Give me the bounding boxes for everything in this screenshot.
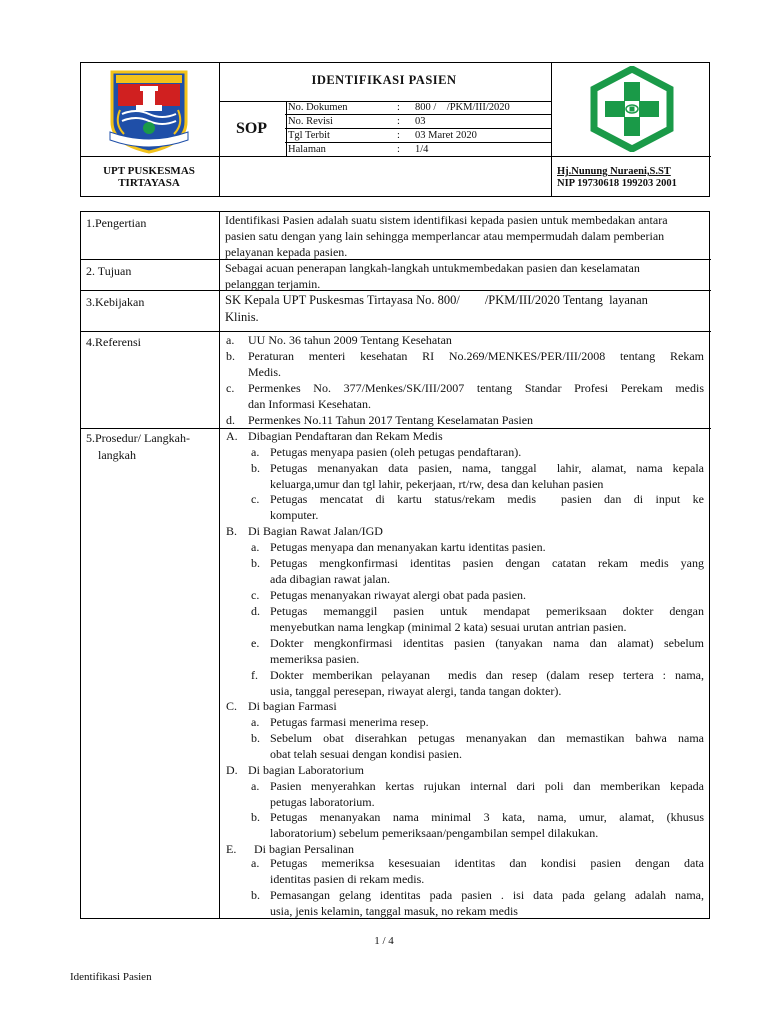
label-tujuan: 2. Tujuan <box>86 264 132 278</box>
pengertian-line2: pasien satu dengan yang lain sehingga memperlancar atau mempermudah dalam pemberian <box>225 229 665 243</box>
group-e-title: Di bagian Persalinan <box>254 842 354 856</box>
e-a-marker: a. <box>251 856 260 870</box>
group-a-title: Dibagian Pendaftaran dan Rekam Medis <box>248 429 443 443</box>
b-c-line1: Petugas menanyakan riwayat alergi obat pada pasien. <box>270 588 527 602</box>
group-e-marker: E. <box>226 842 237 856</box>
b-a-line1: Petugas menyapa dan menanyakan kartu identitas pasien. <box>270 540 546 554</box>
label-prosedur <box>86 430 190 464</box>
label-kebijakan: 3.Kebijakan <box>86 295 145 309</box>
b-b-line1: Petugas mengkonfirmasi identitas pasien dengan catatan rekam medis yang <box>270 556 704 570</box>
referensi-marker-d: d. <box>226 413 235 427</box>
group-b-marker: B. <box>226 524 238 538</box>
signer-block <box>557 166 709 190</box>
e-b-marker: b. <box>251 888 260 902</box>
d-b-line2: laboratorium) sebelum pemeriksaan/pengambilan sempel dilakukan. <box>270 826 599 840</box>
referensi-b-line2: Medis. <box>248 365 281 379</box>
c-a-marker: a. <box>251 715 260 729</box>
issue-date-label: Tgl Terbit <box>288 130 330 141</box>
label-prosedur-line2: langkah <box>98 448 136 462</box>
pengertian-line1: Identifikasi Pasien adalah suatu sistem identifikasi kepada pasien untuk membedakan antara <box>225 213 668 227</box>
tujuan-line1: Sebagai acuan penerapan langkah-langkah untukmembedakan pasien dan keselamatan <box>225 261 640 275</box>
signer-nip: NIP 19730618 199203 2001 <box>557 178 677 189</box>
b-d-line2: menyebutkan nama lengkap (minimal 2 kata) sesuai urutan antrian pasien. <box>270 620 627 634</box>
c-b-marker: b. <box>251 731 260 745</box>
label-pengertian: 1.Pengertian <box>86 216 147 230</box>
doc-number-sep: : <box>397 102 400 113</box>
puskesmas-logo <box>588 66 676 152</box>
revision-label: No. Revisi <box>288 116 333 127</box>
d-b-marker: b. <box>251 810 260 824</box>
a-c-marker: c. <box>251 492 260 506</box>
e-b-line2: usia, jenis kelamin, tanggal masuk, no rekam medis <box>270 904 518 918</box>
d-a-marker: a. <box>251 779 260 793</box>
c-a-line1: Petugas farmasi menerima resep. <box>270 715 429 729</box>
group-b-title: Di Bagian Rawat Jalan/IGD <box>248 524 383 538</box>
e-a-line1: Petugas memeriksa kesesuaian identitas dan kondisi pasien dengan data <box>270 856 704 870</box>
b-e-line1: Dokter mengkonfirmasi identitas pasien (tanyakan nama dan alamat) sebelum <box>270 636 704 650</box>
page-value: 1/4 <box>415 144 429 155</box>
issue-date-value: 03 Maret 2020 <box>415 130 477 141</box>
footer-doc-name: Identifikasi Pasien <box>70 971 152 983</box>
referensi-c-line1: Permenkes No. 377/Menkes/SK/III/2007 tentang Standar Profesi Perekam medis <box>248 381 704 395</box>
document-title: IDENTIFIKASI PASIEN <box>311 73 457 87</box>
d-b-line1: Petugas menanyakan nama minimal 3 kata, nama, umur, alamat, (khusus <box>270 810 704 824</box>
b-c-marker: c. <box>251 588 260 602</box>
group-c-marker: C. <box>226 699 238 713</box>
group-d-marker: D. <box>226 763 238 777</box>
kebijakan-line1: SK Kepala UPT Puskesmas Tirtayasa No. 800/ /PKM/III/2020 Tentang layanan <box>225 293 648 307</box>
a-b-marker: b. <box>251 461 260 475</box>
org-name-line2: TIRTAYASA <box>118 177 180 189</box>
referensi-c-line2: dan Informasi Kesehatan. <box>248 397 371 411</box>
a-b-line2: keluarga,umur dan tgl lahir, pekerjaan, rt/rw, desa dan keluhan pasien <box>270 477 604 491</box>
group-c-title: Di bagian Farmasi <box>248 699 337 713</box>
referensi-marker-a: a. <box>226 333 235 347</box>
kebijakan-line2: Klinis. <box>225 310 259 324</box>
d-a-line2: petugas laboratorium. <box>270 795 375 809</box>
label-prosedur-line1: 5.Prosedur/ Langkah- <box>86 431 190 445</box>
page-number: 1 / 4 <box>374 935 394 947</box>
org-name <box>80 165 218 189</box>
org-name-line1: UPT PUSKESMAS <box>103 165 195 177</box>
c-b-line2: obat telah sesuai dengan kondisi pasien. <box>270 747 462 761</box>
page-label: Halaman <box>288 144 326 155</box>
page-sep: : <box>397 144 400 155</box>
group-d-title: Di bagian Laboratorium <box>248 763 364 777</box>
b-f-line1: Dokter memberikan pelayanan medis dan resep (dalam resep tertera : nama, <box>270 668 704 682</box>
doc-number-label: No. Dokumen <box>288 102 348 113</box>
tujuan-line2: pelanggan terjamin. <box>225 277 321 291</box>
b-f-marker: f. <box>251 668 258 682</box>
signer-name: Hj.Nunung Nuraeni,S.ST <box>557 166 671 177</box>
b-d-line1: Petugas memanggil pasien untuk mendapat pemeriksaan dokter dengan <box>270 604 704 618</box>
referensi-marker-c: c. <box>226 381 235 395</box>
e-b-line1: Pemasangan gelang identitas pada pasien . isi data pada gelang adalah nama, <box>270 888 704 902</box>
a-a-marker: a. <box>251 445 260 459</box>
b-e-marker: e. <box>251 636 260 650</box>
group-a-marker: A. <box>226 429 238 443</box>
b-b-line2: ada dibagian rawat jalan. <box>270 572 390 586</box>
referensi-b-line1: Peraturan menteri kesehatan RI No.269/MENKES/PER/III/2008 tentang Rekam <box>248 349 704 363</box>
pengertian-line3: pelayanan kepada pasien. <box>225 245 348 259</box>
a-b-line1: Petugas menanyakan data pasien, nama, tanggal lahir, alamat, nama kepala <box>270 461 704 475</box>
b-a-marker: a. <box>251 540 260 554</box>
b-e-line2: memeriksa pasien. <box>270 652 360 666</box>
doc-number-value: 800 / /PKM/III/2020 <box>415 102 510 113</box>
issue-date-sep: : <box>397 130 400 141</box>
regency-seal-logo <box>106 66 192 154</box>
a-c-line1: Petugas mencatat di kartu status/rekam medis pasien dan di input ke <box>270 492 704 506</box>
referensi-marker-b: b. <box>226 349 235 363</box>
c-b-line1: Sebelum obat diserahkan petugas menanyakan dan memastikan bahwa nama <box>270 731 704 745</box>
revision-value: 03 <box>415 116 426 127</box>
b-b-marker: b. <box>251 556 260 570</box>
a-a-line1: Petugas menyapa pasien (oleh petugas pendaftaran). <box>270 445 522 459</box>
d-a-line1: Pasien menyerahkan kertas rujukan internal dari poli dan memberikan kepada <box>270 779 704 793</box>
e-a-line2: identitas pasien di rekam medis. <box>270 872 425 886</box>
referensi-a-line1: UU No. 36 tahun 2009 Tentang Kesehatan <box>248 333 452 347</box>
label-referensi: 4.Referensi <box>86 335 141 349</box>
referensi-d-line1: Permenkes No.11 Tahun 2017 Tentang Keselamatan Pasien <box>248 413 534 427</box>
a-c-line2: komputer. <box>270 508 319 522</box>
b-f-line2: usia, tanggal peresepan, riwayat alergi, tanda tangan dokter). <box>270 684 562 698</box>
sop-label: SOP <box>235 120 268 137</box>
revision-sep: : <box>397 116 400 127</box>
b-d-marker: d. <box>251 604 260 618</box>
